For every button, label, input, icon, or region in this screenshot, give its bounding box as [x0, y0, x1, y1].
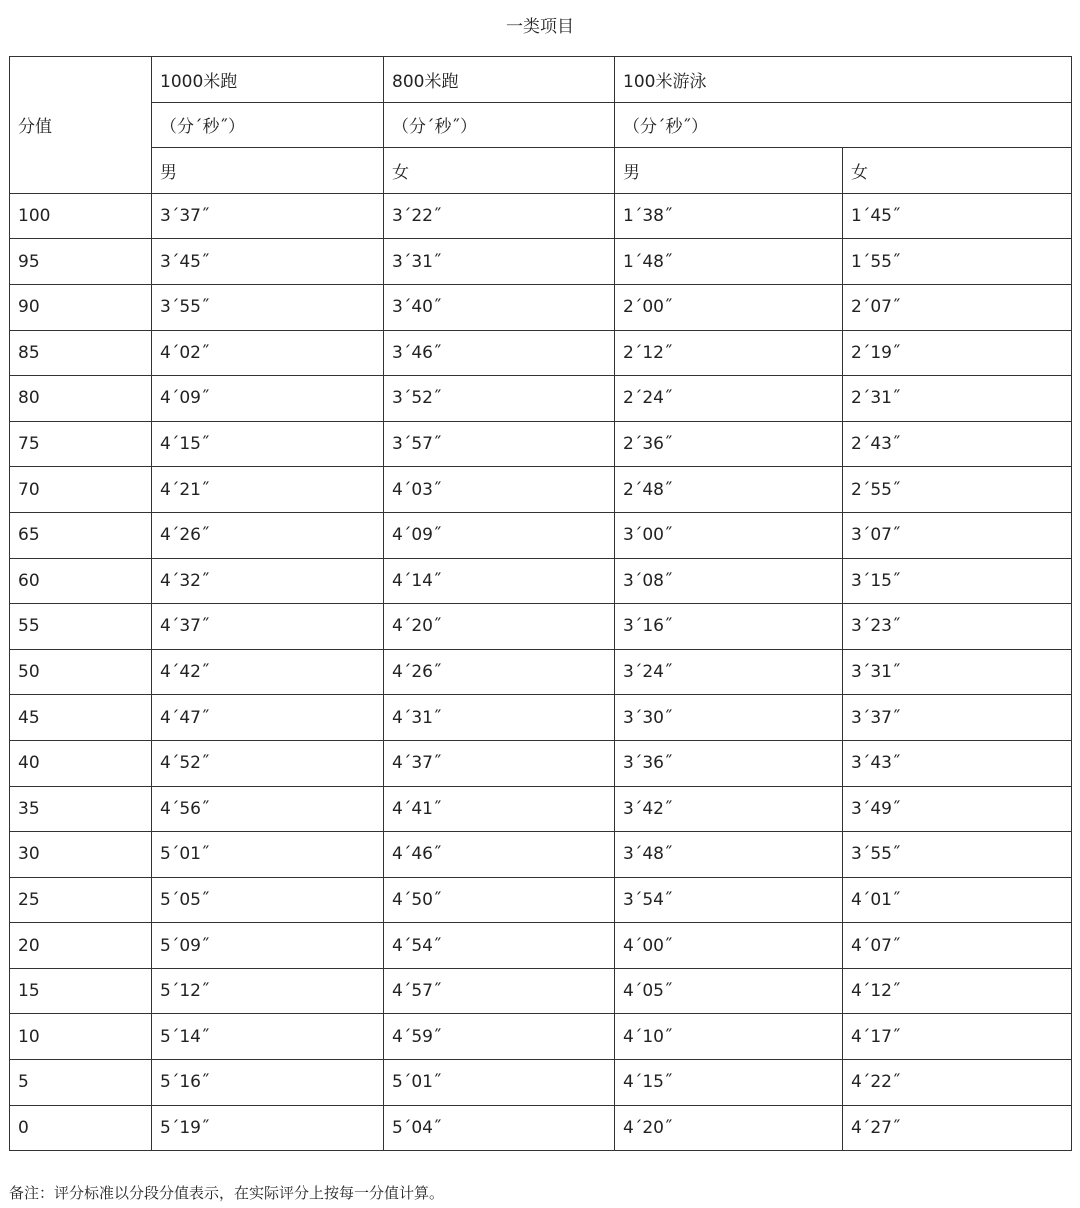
- header-row-units: [10, 102, 1072, 148]
- cell-100m-swim-male: 1´38˝: [615, 193, 843, 239]
- cell-1000m-male: 4´56˝: [152, 786, 384, 832]
- cell-1000m-male: 5´14˝: [152, 1014, 384, 1060]
- cell-100m-swim-male: 4´00˝: [615, 923, 843, 969]
- table-row: [10, 1060, 1072, 1106]
- table-row: [10, 376, 1072, 422]
- cell-800m-female: 4´37˝: [384, 740, 615, 786]
- cell-100m-swim-female: 2´07˝: [843, 284, 1072, 330]
- table-row: [10, 239, 1072, 285]
- cell-100m-swim-male: 3´30˝: [615, 695, 843, 741]
- cell-800m-female: 4´57˝: [384, 968, 615, 1014]
- cell-100m-swim-female: 4´01˝: [843, 877, 1072, 923]
- header-unit-800m-run: （分´秒˝）: [384, 102, 615, 148]
- table-row: [10, 512, 1072, 558]
- cell-score: 95: [10, 239, 152, 285]
- cell-100m-swim-male: 1´48˝: [615, 239, 843, 285]
- cell-800m-female: 4´14˝: [384, 558, 615, 604]
- cell-100m-swim-male: 2´00˝: [615, 284, 843, 330]
- cell-score: 5: [10, 1060, 152, 1106]
- cell-800m-female: 4´59˝: [384, 1014, 615, 1060]
- cell-100m-swim-male: 4´05˝: [615, 968, 843, 1014]
- cell-score: 15: [10, 968, 152, 1014]
- cell-100m-swim-female: 3´55˝: [843, 832, 1072, 878]
- footnote: 备注：评分标准以分段分值表示，在实际评分上按每一分值计算。: [9, 1184, 445, 1202]
- cell-score: 80: [10, 376, 152, 422]
- cell-100m-swim-female: 1´55˝: [843, 239, 1072, 285]
- cell-score: 60: [10, 558, 152, 604]
- cell-1000m-male: 4´15˝: [152, 421, 384, 467]
- cell-800m-female: 4´54˝: [384, 923, 615, 969]
- cell-800m-female: 4´26˝: [384, 649, 615, 695]
- cell-100m-swim-male: 3´24˝: [615, 649, 843, 695]
- cell-score: 90: [10, 284, 152, 330]
- cell-score: 45: [10, 695, 152, 741]
- cell-100m-swim-male: 3´48˝: [615, 832, 843, 878]
- cell-800m-female: 3´40˝: [384, 284, 615, 330]
- cell-800m-female: 3´31˝: [384, 239, 615, 285]
- cell-100m-swim-male: 2´36˝: [615, 421, 843, 467]
- cell-1000m-male: 5´05˝: [152, 877, 384, 923]
- table-row: [10, 1105, 1072, 1151]
- cell-1000m-male: 4´32˝: [152, 558, 384, 604]
- cell-100m-swim-female: 3´23˝: [843, 604, 1072, 650]
- cell-score: 50: [10, 649, 152, 695]
- cell-100m-swim-female: 2´55˝: [843, 467, 1072, 513]
- cell-score: 85: [10, 330, 152, 376]
- cell-100m-swim-male: 2´12˝: [615, 330, 843, 376]
- cell-1000m-male: 4´26˝: [152, 512, 384, 558]
- cell-score: 70: [10, 467, 152, 513]
- table-row: [10, 832, 1072, 878]
- header-score: 分值: [10, 57, 152, 194]
- header-unit-100m-swim: （分´秒˝）: [615, 102, 1072, 148]
- table-row: [10, 284, 1072, 330]
- cell-800m-female: 4´20˝: [384, 604, 615, 650]
- cell-800m-female: 3´52˝: [384, 376, 615, 422]
- cell-score: 0: [10, 1105, 152, 1151]
- header-gender-male: 男: [615, 148, 843, 194]
- cell-100m-swim-female: 3´43˝: [843, 740, 1072, 786]
- cell-score: 100: [10, 193, 152, 239]
- cell-100m-swim-male: 4´20˝: [615, 1105, 843, 1151]
- cell-100m-swim-male: 4´15˝: [615, 1060, 843, 1106]
- cell-1000m-male: 3´45˝: [152, 239, 384, 285]
- cell-100m-swim-male: 2´24˝: [615, 376, 843, 422]
- cell-800m-female: 4´50˝: [384, 877, 615, 923]
- cell-100m-swim-male: 3´54˝: [615, 877, 843, 923]
- table-row: [10, 1014, 1072, 1060]
- cell-100m-swim-male: 4´10˝: [615, 1014, 843, 1060]
- table-row: [10, 421, 1072, 467]
- cell-1000m-male: 4´42˝: [152, 649, 384, 695]
- cell-1000m-male: 4´47˝: [152, 695, 384, 741]
- cell-800m-female: 3´57˝: [384, 421, 615, 467]
- cell-1000m-male: 5´01˝: [152, 832, 384, 878]
- cell-score: 40: [10, 740, 152, 786]
- cell-800m-female: 4´41˝: [384, 786, 615, 832]
- cell-800m-female: 4´46˝: [384, 832, 615, 878]
- cell-score: 75: [10, 421, 152, 467]
- table-row: [10, 923, 1072, 969]
- table-row: [10, 467, 1072, 513]
- table-row: [10, 740, 1072, 786]
- cell-score: 30: [10, 832, 152, 878]
- table-row: [10, 968, 1072, 1014]
- cell-score: 10: [10, 1014, 152, 1060]
- cell-score: 20: [10, 923, 152, 969]
- cell-100m-swim-male: 2´48˝: [615, 467, 843, 513]
- cell-800m-female: 4´31˝: [384, 695, 615, 741]
- cell-score: 25: [10, 877, 152, 923]
- cell-score: 65: [10, 512, 152, 558]
- cell-100m-swim-female: 3´37˝: [843, 695, 1072, 741]
- header-event-1000m-run: 1000米跑: [152, 57, 384, 103]
- cell-1000m-male: 5´12˝: [152, 968, 384, 1014]
- header-row-genders: [10, 148, 1072, 194]
- cell-1000m-male: 3´55˝: [152, 284, 384, 330]
- cell-100m-swim-female: 3´15˝: [843, 558, 1072, 604]
- cell-100m-swim-male: 3´00˝: [615, 512, 843, 558]
- cell-1000m-male: 5´16˝: [152, 1060, 384, 1106]
- cell-100m-swim-female: 1´45˝: [843, 193, 1072, 239]
- page-title: 一类项目: [506, 17, 574, 37]
- cell-100m-swim-female: 2´19˝: [843, 330, 1072, 376]
- table-row: [10, 558, 1072, 604]
- cell-1000m-male: 3´37˝: [152, 193, 384, 239]
- table-row: [10, 877, 1072, 923]
- cell-800m-female: 5´01˝: [384, 1060, 615, 1106]
- cell-100m-swim-female: 4´27˝: [843, 1105, 1072, 1151]
- table-row: [10, 330, 1072, 376]
- cell-1000m-male: 4´09˝: [152, 376, 384, 422]
- cell-100m-swim-male: 3´08˝: [615, 558, 843, 604]
- cell-1000m-male: 4´21˝: [152, 467, 384, 513]
- cell-800m-female: 4´09˝: [384, 512, 615, 558]
- table-header: [10, 57, 1072, 194]
- cell-1000m-male: 5´19˝: [152, 1105, 384, 1151]
- cell-score: 55: [10, 604, 152, 650]
- header-event-800m-run: 800米跑: [384, 57, 615, 103]
- cell-800m-female: 4´03˝: [384, 467, 615, 513]
- cell-100m-swim-male: 3´16˝: [615, 604, 843, 650]
- table-row: [10, 604, 1072, 650]
- cell-100m-swim-female: 4´17˝: [843, 1014, 1072, 1060]
- cell-100m-swim-female: 2´43˝: [843, 421, 1072, 467]
- cell-100m-swim-male: 3´42˝: [615, 786, 843, 832]
- cell-100m-swim-female: 3´49˝: [843, 786, 1072, 832]
- cell-100m-swim-female: 2´31˝: [843, 376, 1072, 422]
- cell-1000m-male: 4´52˝: [152, 740, 384, 786]
- header-unit-1000m-run: （分´秒˝）: [152, 102, 384, 148]
- table-row: [10, 786, 1072, 832]
- header-row-events: [10, 57, 1072, 103]
- score-table: [9, 56, 1072, 1151]
- cell-1000m-male: 5´09˝: [152, 923, 384, 969]
- header-gender-male: 男: [152, 148, 384, 194]
- table-row: [10, 193, 1072, 239]
- cell-100m-swim-female: 3´07˝: [843, 512, 1072, 558]
- cell-1000m-male: 4´37˝: [152, 604, 384, 650]
- cell-100m-swim-female: 4´22˝: [843, 1060, 1072, 1106]
- cell-1000m-male: 4´02˝: [152, 330, 384, 376]
- header-gender-female: 女: [384, 148, 615, 194]
- table-row: [10, 649, 1072, 695]
- cell-100m-swim-male: 3´36˝: [615, 740, 843, 786]
- header-gender-female: 女: [843, 148, 1072, 194]
- cell-score: 35: [10, 786, 152, 832]
- table-body: [10, 193, 1072, 1150]
- table-row: [10, 695, 1072, 741]
- cell-800m-female: 3´22˝: [384, 193, 615, 239]
- cell-800m-female: 3´46˝: [384, 330, 615, 376]
- cell-100m-swim-female: 4´07˝: [843, 923, 1072, 969]
- header-event-100m-swim: 100米游泳: [615, 57, 1072, 103]
- cell-100m-swim-female: 4´12˝: [843, 968, 1072, 1014]
- cell-800m-female: 5´04˝: [384, 1105, 615, 1151]
- cell-100m-swim-female: 3´31˝: [843, 649, 1072, 695]
